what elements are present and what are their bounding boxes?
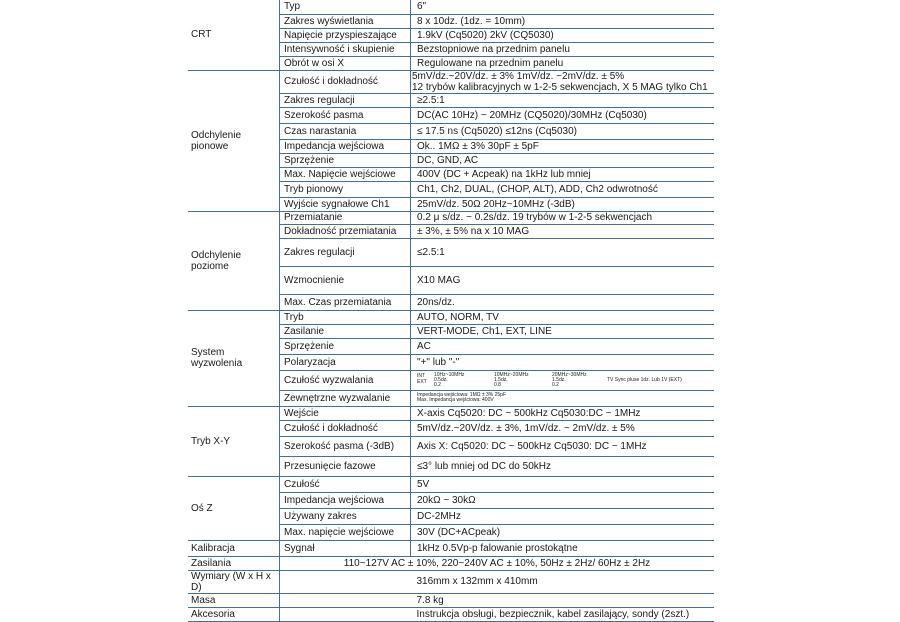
spec-value: DC-2MHz	[411, 508, 715, 524]
table-row	[188, 70, 714, 93]
spec-label: Intensywność i skupienie	[280, 42, 411, 56]
trig-col1-head: 10Hz~10MHz	[434, 372, 465, 378]
category-xy: Tryb X-Y	[188, 406, 280, 476]
table-row	[188, 593, 714, 607]
spec-value: AUTO, NORM, TV	[411, 310, 715, 324]
spec-value: Ok.. 1MΩ ± 3% 30pF ± 5pF	[411, 139, 715, 153]
spec-label: Wyjście sygnałowe Ch1	[280, 197, 411, 211]
spec-label: Szerokość pasma (-3dB)	[280, 436, 411, 456]
trig-tv-sync: TV Sync pluse 1dz. Lub 1V (EXT)	[607, 377, 682, 383]
trig-col1-ext: 0.2	[434, 382, 441, 388]
spec-value: 25mV/dz. 50Ω 20Hz~10MHz (-3dB)	[411, 197, 715, 211]
table-row	[188, 540, 714, 556]
table-row	[188, 570, 714, 593]
spec-value: 1.9kV (Cq5020) 2kV (CQ5030)	[411, 28, 715, 42]
spec-label: Impedancja wejściowa	[280, 492, 411, 508]
table-row	[188, 211, 714, 224]
spec-label: Zasilanie	[280, 324, 411, 338]
spec-table	[188, 0, 714, 622]
spec-label: Przesunięcie fazowe	[280, 456, 411, 476]
spec-value: Regulowane na przednim panelu	[411, 56, 715, 70]
spec-value: VERT-MODE, Ch1, EXT, LINE	[411, 324, 715, 338]
spec-value: DC, GND, AC	[411, 153, 715, 167]
spec-value-line: 12 trybów kalibracyjnych w 1-2-5 sekwencjach, X 5 MAG tylko Ch1	[412, 81, 708, 93]
spec-value: 316mm x 132mm x 410mm	[411, 570, 715, 593]
spec-value-line: 5mV/dz.~20V/dz. ± 3% 1mV/dz. ~2mV/dz. ± 5%	[412, 70, 625, 82]
trig-col2-int: 1.5dz.	[494, 377, 508, 383]
spec-value: 20ns/dz.	[411, 294, 715, 310]
spec-label: Impedancja wejściowa	[280, 139, 411, 153]
trig-col2-head: 10MHz~20MHz	[494, 372, 529, 378]
spec-label: Max. napięcie wejściowe	[280, 524, 411, 540]
trig-col3-ext: 0.2	[552, 382, 559, 388]
spec-label: Max. Napięcie wejściowe	[280, 167, 411, 181]
table-row	[188, 406, 714, 420]
category-power: Zasilania	[188, 556, 280, 570]
spec-value: ≥2.5:1	[411, 93, 715, 107]
spec-value-line: Impedancja wejściowa: 1MΩ ± 3% 25pF	[417, 391, 507, 398]
spec-label: Wzmocnienie	[280, 266, 411, 294]
category-calibration: Kalibracja	[188, 540, 280, 556]
spec-value-line: Max. Impedancja wejściowa: 400V	[417, 397, 494, 403]
spec-value: 5mV/dz.~20V/dz. ± 3%, 1mV/dz. ~ 2mV/dz. ± 5%	[411, 420, 715, 436]
spec-label: Typ	[280, 0, 411, 14]
spec-label	[280, 570, 411, 593]
trig-col1-int: 0.5dz.	[434, 377, 448, 383]
category-dimensions: Wymiary (W x H x D)	[188, 570, 280, 593]
spec-label: Sygnał	[280, 540, 411, 556]
spec-label: Sprzężenie	[280, 153, 411, 167]
spec-label: Szerokość pasma	[280, 107, 411, 123]
table-row	[188, 556, 714, 570]
spec-value: ≤ 17.5 ns (Cq5020) ≤12ns (Cq5030)	[411, 123, 715, 139]
spec-value: 0.2 μ s/dz. ~ 0.2s/dz. 19 trybów w 1-2-5 sekwencjach	[411, 211, 715, 224]
spec-value: Instrukcja obsługi, bezpiecznik, kabel zasilający, sondy (2szt.)	[411, 607, 715, 621]
spec-value: ≤3° lub mniej od DC do 50kHz	[411, 456, 715, 476]
spec-label: Czułość wyzwalania	[280, 370, 411, 390]
table-row	[188, 0, 714, 14]
spec-value: 5V	[411, 476, 715, 492]
spec-value: "+" lub "-"	[411, 354, 715, 370]
spec-value: Axis X: Cq5020: DC ~ 500kHz Cq5030: DC ~ 1MHz	[411, 436, 715, 456]
spec-value: 8 x 10dz. (1dz. = 10mm)	[411, 14, 715, 28]
trig-int: INT	[417, 373, 426, 379]
spec-value: DC(AC 10Hz) ~ 20MHz (CQ5020)/30MHz (Cq5030)	[411, 107, 715, 123]
trigger-sensitivity-grid	[411, 370, 715, 390]
spec-value: Bezstopniowe na przednim panelu	[411, 42, 715, 56]
spec-label	[280, 593, 411, 607]
category-trigger: System wyzwolenia	[188, 310, 280, 406]
spec-label: Zewnętrzne wyzwalanie	[280, 390, 411, 406]
spec-label: Czas narastania	[280, 123, 411, 139]
spec-value: Ch1, Ch2, DUAL, (CHOP, ALT), ADD, Ch2 odwrotność	[411, 181, 715, 197]
spec-label: Zakres regulacji	[280, 93, 411, 107]
spec-value: ≤2.5:1	[411, 238, 715, 266]
spec-value: 30V (DC+ACpeak)	[411, 524, 715, 540]
spec-label: Zakres wyświetlania	[280, 14, 411, 28]
spec-label: Zakres regulacji	[280, 238, 411, 266]
spec-value: AC	[411, 338, 715, 354]
trig-col2-ext: 0.8	[494, 382, 501, 388]
trig-col3-head: 20MHz~30MHz	[552, 372, 587, 378]
spec-value: 400V (DC + Acpeak) na 1kHz lub mniej	[411, 167, 715, 181]
table-row	[188, 607, 714, 621]
spec-label: Dokładność przemiatania	[280, 224, 411, 238]
category-accessories: Akcesoria	[188, 607, 280, 621]
category-crt: CRT	[188, 0, 280, 70]
table-row	[188, 476, 714, 492]
category-mass: Masa	[188, 593, 280, 607]
spec-label: Przemiatanie	[280, 211, 411, 224]
spec-label: Obrót w osi X	[280, 56, 411, 70]
category-vertical: Odchylenie pionowe	[188, 70, 280, 211]
spec-label	[280, 607, 411, 621]
spec-value: 20kΩ ~ 30kΩ	[411, 492, 715, 508]
spec-value: ± 3%, ± 5% na x 10 MAG	[411, 224, 715, 238]
spec-label: Napięcie przyspieszające	[280, 28, 411, 42]
spec-label: Polaryzacja	[280, 354, 411, 370]
spec-label: Tryb	[280, 310, 411, 324]
spec-value: 7.8 kg	[411, 593, 715, 607]
category-horizontal: Odchylenie poziome	[188, 211, 280, 310]
spec-value: 6"	[411, 0, 715, 14]
spec-label: Czułość i dokładność	[280, 70, 411, 93]
spec-value: X10 MAG	[411, 266, 715, 294]
trig-ext: EXT	[417, 379, 427, 385]
spec-label: Czułość i dokładność	[280, 420, 411, 436]
spec-value: 110~127V AC ± 10%, 220~240V AC ± 10%, 50Hz ± 2Hz/ 60Hz ± 2Hz	[280, 556, 715, 570]
spec-label: Czułość	[280, 476, 411, 492]
spec-value: X-axis Cq5020: DC ~ 500kHz Cq5030:DC ~ 1MHz	[411, 406, 715, 420]
spec-label: Wejście	[280, 406, 411, 420]
spec-label: Tryb pionowy	[280, 181, 411, 197]
table-row	[188, 310, 714, 324]
trig-col3-int: 1.5dz.	[552, 377, 566, 383]
spec-value	[411, 70, 715, 93]
spec-value	[411, 390, 715, 406]
spec-value: 1kHz 0.5Vp-p falowanie prostokątne	[411, 540, 715, 556]
spec-label: Używany zakres	[280, 508, 411, 524]
spec-label: Sprzężenie	[280, 338, 411, 354]
spec-label: Max. Czas przemiatania	[280, 294, 411, 310]
category-z: Oś Z	[188, 476, 280, 540]
